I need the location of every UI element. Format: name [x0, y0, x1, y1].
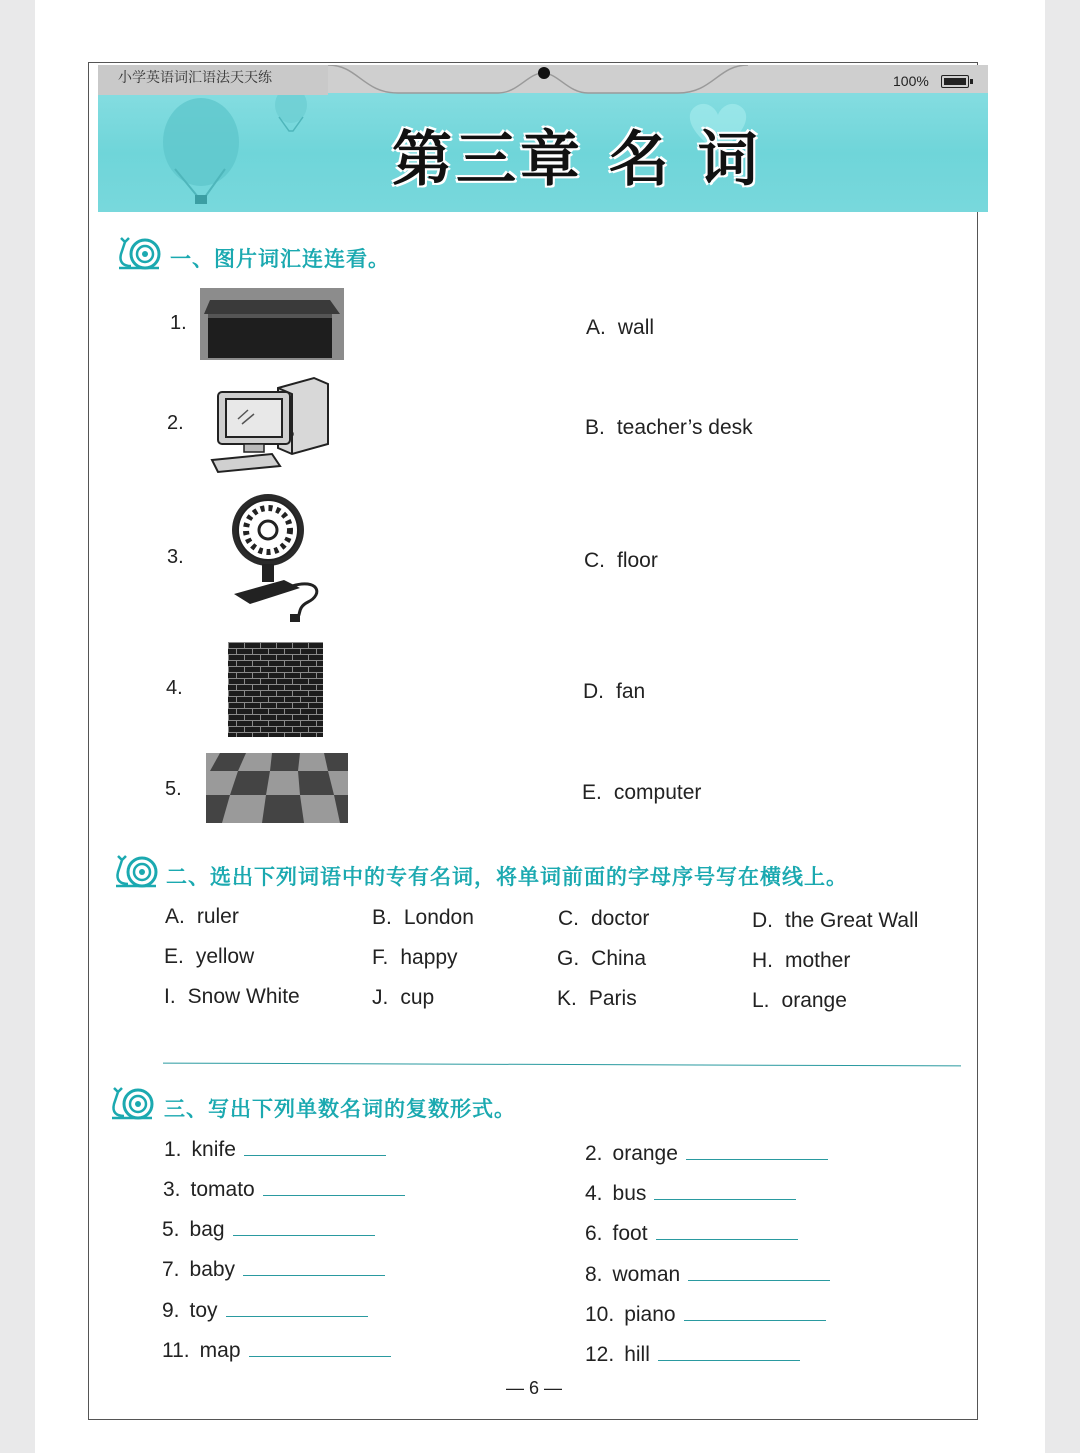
word-choice: [752, 949, 850, 973]
snail-icon: [108, 1086, 156, 1122]
answer-blank[interactable]: [233, 1217, 375, 1236]
choice-letter: B.: [372, 906, 392, 929]
plural-question: [585, 1262, 830, 1287]
fan-picture: [226, 490, 326, 625]
word-choice: [557, 947, 646, 971]
match-option: [583, 680, 645, 704]
section1-title: 一、图片词汇连连看。: [170, 247, 390, 271]
plural-question: [585, 1141, 828, 1166]
answer-blank[interactable]: [226, 1298, 368, 1317]
word-choice: [372, 906, 474, 930]
question-number: 3.: [163, 1178, 181, 1201]
floor-picture: [206, 753, 348, 823]
option-letter: E.: [582, 781, 602, 804]
answer-blank[interactable]: [686, 1141, 828, 1160]
battery-percentage: 100%: [893, 73, 929, 89]
section3-title: 三、写出下列单数名词的复数形式。: [164, 1097, 516, 1121]
question-number: 10.: [585, 1303, 615, 1326]
question-number: 6.: [585, 1222, 603, 1245]
singular-word: woman: [612, 1263, 681, 1286]
match-option: [584, 549, 658, 573]
choice-letter: F.: [372, 946, 389, 969]
question-number: 3.: [167, 546, 184, 568]
choice-word: cup: [400, 986, 435, 1009]
book-title: 小学英语词汇语法天天练: [118, 69, 272, 85]
answer-blank[interactable]: [688, 1262, 830, 1281]
question-number: 4.: [166, 677, 183, 699]
singular-word: orange: [612, 1142, 678, 1165]
word-choice: [557, 987, 637, 1011]
question-number: 2.: [585, 1142, 603, 1165]
question-number: 4.: [585, 1182, 603, 1205]
question-number: 8.: [585, 1263, 603, 1286]
plural-question: [585, 1181, 796, 1206]
computer-picture: [210, 374, 332, 474]
word-choice: [372, 986, 434, 1010]
word-choice: [558, 907, 649, 931]
singular-word: bus: [612, 1182, 647, 1205]
choice-letter: J.: [372, 986, 389, 1009]
option-letter: C.: [584, 549, 605, 572]
page-number: — 6 —: [506, 1378, 563, 1398]
answer-blank[interactable]: [249, 1338, 391, 1357]
question-number: 5.: [165, 778, 182, 800]
answer-blank[interactable]: [263, 1177, 405, 1196]
plural-question: [162, 1298, 368, 1323]
choice-letter: C.: [558, 907, 579, 930]
choice-letter: L.: [752, 989, 770, 1012]
word-choice: [372, 946, 458, 970]
plural-question: [164, 1137, 386, 1162]
option-word: teacher’s desk: [616, 416, 753, 439]
choice-word: Paris: [588, 987, 637, 1010]
word-choice: [164, 985, 300, 1009]
choice-word: London: [403, 906, 474, 929]
answer-blank[interactable]: [684, 1302, 826, 1321]
plural-question: [162, 1257, 385, 1282]
answer-blank[interactable]: [654, 1181, 796, 1200]
singular-word: bag: [189, 1218, 225, 1241]
choice-word: the Great Wall: [785, 909, 919, 932]
choice-letter: I.: [164, 985, 176, 1008]
option-word: wall: [617, 316, 655, 339]
option-word: computer: [613, 781, 702, 804]
choice-word: ruler: [196, 905, 239, 928]
singular-word: hill: [624, 1343, 650, 1366]
choice-word: yellow: [195, 945, 255, 968]
singular-word: map: [199, 1339, 241, 1362]
choice-letter: K.: [557, 987, 577, 1010]
answer-blank[interactable]: [658, 1342, 800, 1361]
choice-letter: H.: [752, 949, 773, 972]
choice-word: orange: [781, 989, 847, 1012]
question-number: 11.: [162, 1339, 190, 1362]
question-number: 12.: [585, 1343, 615, 1366]
singular-word: toy: [189, 1299, 218, 1322]
answer-blank[interactable]: [243, 1257, 385, 1276]
plural-question: [163, 1177, 405, 1202]
snail-icon: [115, 236, 163, 272]
choice-word: China: [591, 947, 647, 970]
option-letter: A.: [586, 316, 606, 339]
choice-word: happy: [400, 946, 458, 969]
choice-word: mother: [785, 949, 851, 972]
answer-blank[interactable]: [244, 1137, 386, 1156]
match-option: [585, 416, 753, 440]
question-number: 9.: [162, 1299, 180, 1322]
plural-question: [162, 1217, 375, 1242]
singular-word: baby: [189, 1258, 236, 1281]
answer-blank[interactable]: [656, 1221, 798, 1240]
choice-letter: D.: [752, 909, 773, 932]
choice-letter: G.: [557, 947, 580, 970]
plural-question: [585, 1221, 798, 1246]
plural-question: [585, 1302, 826, 1327]
word-choice: [752, 989, 847, 1013]
chapter-title: 第三章 名 词: [392, 125, 762, 195]
wall-picture: [228, 642, 323, 737]
question-number: 2.: [167, 412, 184, 434]
choice-word: doctor: [591, 907, 650, 930]
word-choice: [752, 909, 918, 933]
word-choice: [165, 905, 239, 929]
option-word: floor: [617, 549, 658, 572]
question-number: 1.: [164, 1138, 182, 1161]
option-letter: B.: [585, 416, 605, 439]
plural-question: [585, 1342, 800, 1367]
singular-word: piano: [624, 1303, 676, 1326]
choice-letter: A.: [165, 905, 185, 928]
section2-title: 二、选出下列词语中的专有名词，将单词前面的字母序号写在横线上。: [166, 865, 848, 889]
question-number: 1.: [170, 312, 187, 334]
choice-letter: E.: [164, 945, 184, 968]
plural-question: [162, 1338, 391, 1363]
balloon-decoration-icon: [153, 87, 313, 212]
match-option: [582, 781, 701, 805]
teacher-desk-picture: [200, 288, 344, 360]
match-option: [586, 316, 654, 340]
option-letter: D.: [583, 680, 604, 703]
singular-word: tomato: [190, 1178, 255, 1201]
snail-icon: [112, 854, 160, 890]
singular-word: foot: [612, 1222, 648, 1245]
choice-word: Snow White: [187, 985, 300, 1008]
question-number: 5.: [162, 1218, 180, 1241]
singular-word: knife: [191, 1138, 236, 1161]
camera-dot-icon: [538, 67, 550, 79]
question-number: 7.: [162, 1258, 180, 1281]
battery-icon: [941, 75, 969, 88]
word-choice: [164, 945, 254, 969]
option-word: fan: [616, 680, 646, 703]
